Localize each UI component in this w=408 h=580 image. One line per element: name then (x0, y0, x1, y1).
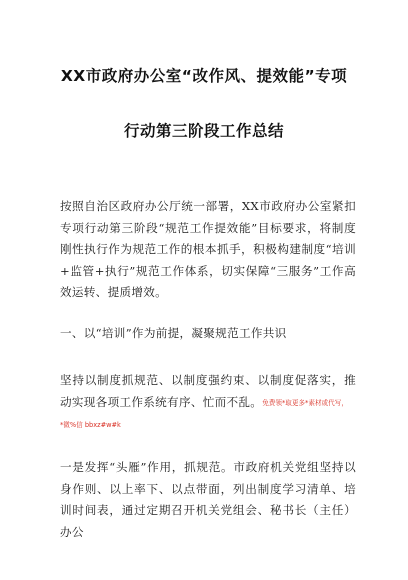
paragraph-point1: 一是发挥“头雁”作用，抓规范。市政府机关党组坚持以身作则、以上率下、以点带面，列出制度学习清单、培训时间表，通过定期召开机关党组会、秘书长（主任）办公 (60, 460, 356, 539)
paragraph-intro: 按照自治区政府办公厅统一部署，XX市政府办公室紧扣专项行动第三阶段“规范工作提效能”目标要求，将制度刚性执行作为规范工作的根本抓手，积极构建制度“培训+监管+执行”规范工作体系，切实保障“三服务”工作高效运转、提质增效。 (60, 199, 356, 300)
paragraph-section1 (60, 370, 356, 437)
document-title-line1: XX市政府办公室“改作风、提效能”专项 (60, 67, 348, 85)
document-title-line2: 行动第三阶段工作总结 (123, 122, 284, 140)
section-heading-1: 一、以“培训”作为前提，凝聚规范工作共识 (60, 326, 287, 340)
paragraph-section1-text: 坚持以制度抓规范、以制度强约束、以制度促落实，推动实现各项工作系统有序、忙而不乱。 (60, 373, 356, 409)
watermark-text-2: *微%信 bbxz#w#k (60, 421, 121, 430)
watermark-text-1: 免费领*取更多*素材或代写， (262, 398, 348, 407)
